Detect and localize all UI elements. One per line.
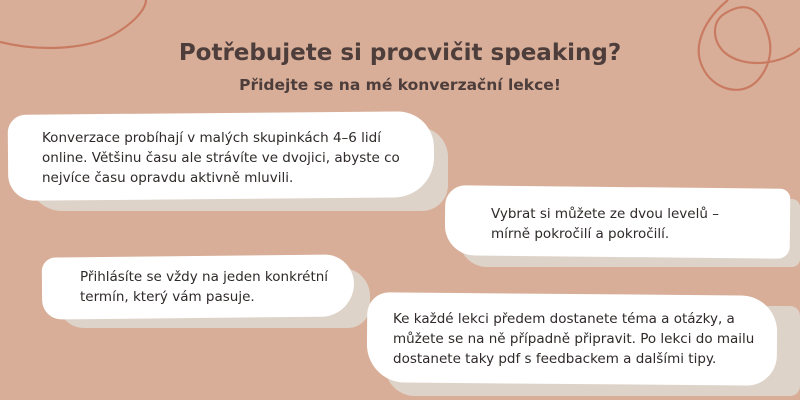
card-text: Konverzace probíhají v malých skupinkách 4–6 lidí online. Většinu času ale strávíte ve dvojici, abyste co nejvíce času opravdu aktivně mluvili. bbox=[42, 130, 400, 186]
info-card-levels bbox=[445, 187, 800, 269]
info-card-preparation-feedback bbox=[367, 294, 800, 398]
card-text: Vybrat si můžete ze dvou levelů – mírně pokročilí a pokročilí. bbox=[491, 206, 719, 242]
page-title: Potřebujete si procvičit speaking? bbox=[178, 40, 622, 66]
info-card-conversation-groups bbox=[8, 113, 448, 215]
card-text: Ke každé lekci předem dostanete téma a otázky, a můžete se na ně případně připravit. Po lekci do mailu dostanete taky pdf s feedbackem a dalšími tipy. bbox=[393, 311, 755, 367]
card-text: Přihlásíte se vždy na jeden konkrétní termín, který vám pasuje. bbox=[80, 269, 329, 305]
info-card-signup bbox=[42, 256, 372, 330]
page-subtitle: Přidejte se na mé konverzační lekce! bbox=[239, 76, 561, 94]
